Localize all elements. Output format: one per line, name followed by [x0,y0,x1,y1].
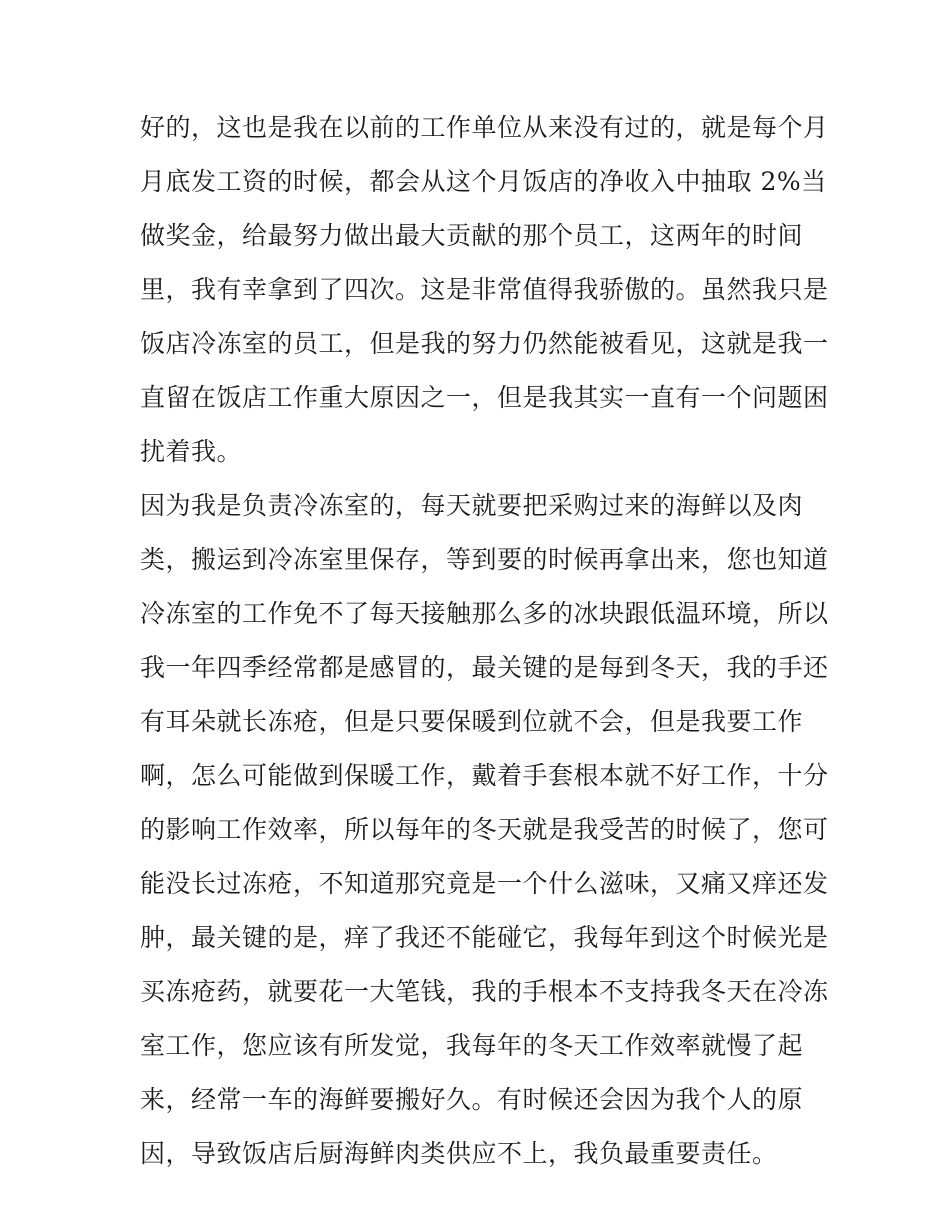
text-line: 冷冻室的工作免不了每天接触那么多的冰块跟低温环境，所以 [140,599,829,628]
text-line: 里，我有幸拿到了四次。这是非常值得我骄傲的。虽然我只是 [140,275,829,304]
text-line: 因，导致饭店后厨海鲜肉类供应不上，我负最重要责任。 [140,1139,778,1168]
text-line: 能没长过冻疮，不知道那究竟是一个什么滋味，又痛又痒还发 [140,869,829,898]
text-line: 来，经常一车的海鲜要搬好久。有时候还会因为我个人的原 [140,1085,804,1114]
text-line: 直留在饭店工作重大原因之一，但是我其实一直有一个问题困 [140,383,829,412]
text-line: 扰着我。 [140,437,243,466]
text-line: 好的，这也是我在以前的工作单位从来没有过的，就是每个月 [140,113,829,142]
text-line: 的影响工作效率，所以每年的冬天就是我受苦的时候了，您可 [140,815,829,844]
text-line: 室工作，您应该有所发觉，我每年的冬天工作效率就慢了起 [140,1031,804,1060]
text-line: 肿，最关键的是，痒了我还不能碰它，我每年到这个时候光是 [140,923,829,952]
text-line: 有耳朵就长冻疮，但是只要保暖到位就不会，但是我要工作 [140,707,804,736]
text-line: 买冻疮药，就要花一大笔钱，我的手根本不支持我冬天在冷冻 [140,977,829,1006]
text-line: 我一年四季经常都是感冒的，最关键的是每到冬天，我的手还 [140,653,829,682]
text-line: 啊，怎么可能做到保暖工作，戴着手套根本就不好工作，十分 [140,761,829,790]
text-line: 饭店冷冻室的员工，但是我的努力仍然能被看见，这就是我一 [140,329,829,358]
text-line: 月底发工资的时候，都会从这个月饭店的净收入中抽取 2%当 [140,167,827,196]
text-line: 类，搬运到冷冻室里保存，等到要的时候再拿出来，您也知道 [140,545,829,574]
body-text [140,101,829,1181]
text-line: 因为我是负责冷冻室的，每天就要把采购过来的海鲜以及肉 [140,491,804,520]
text-line: 做奖金，给最努力做出最大贡献的那个员工，这两年的时间 [140,221,804,250]
